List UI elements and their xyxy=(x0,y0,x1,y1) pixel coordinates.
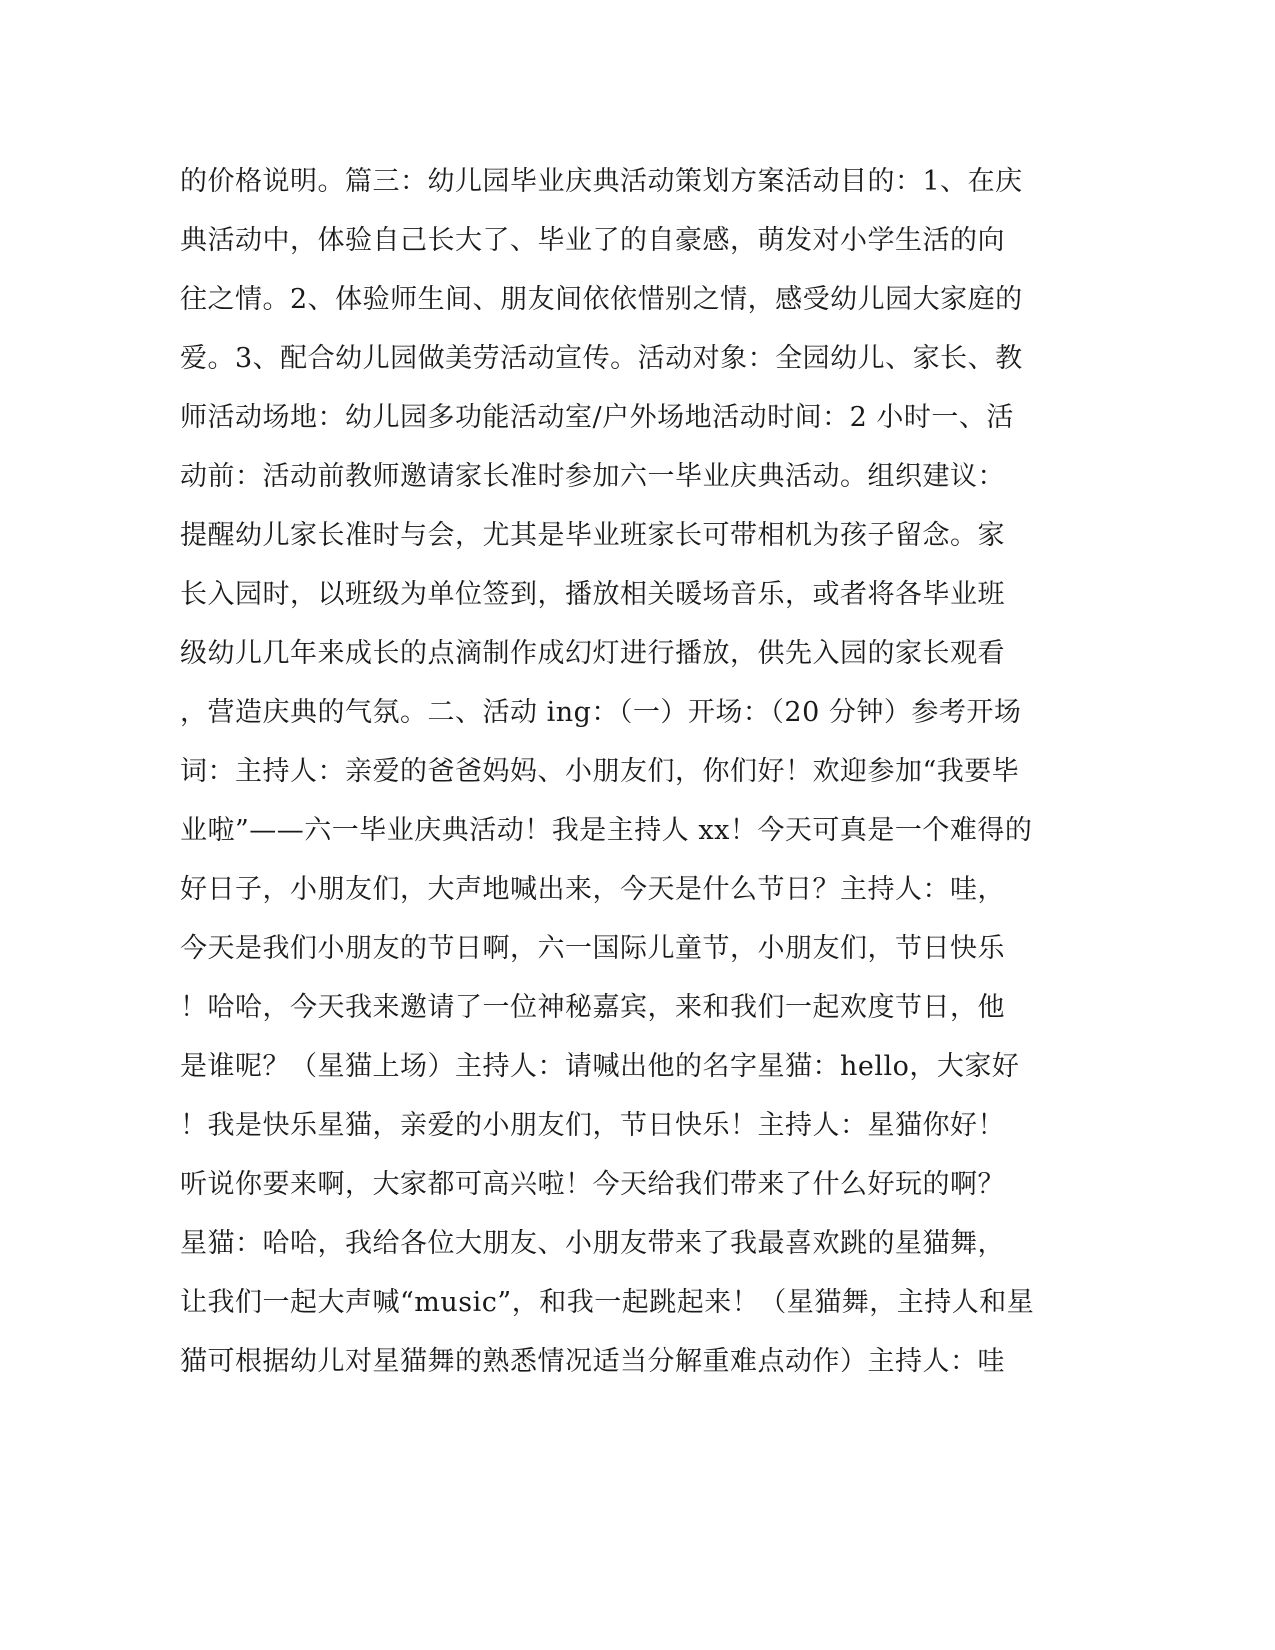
text-line: 爱。3、配合幼儿园做美劳活动宣传。活动对象：全园幼儿、家长、教 xyxy=(180,343,1023,374)
text-line: 业啦”——六一毕业庆典活动！我是主持人 xx！今天可真是一个难得的 xyxy=(180,815,1033,846)
text-line: 往之情。2、体验师生间、朋友间依依惜别之情，感受幼儿园大家庭的 xyxy=(180,284,1023,315)
text-line: ！哈哈，今天我来邀请了一位神秘嘉宾，来和我们一起欢度节日，他 xyxy=(180,992,1005,1023)
text-line: 的价格说明。篇三：幼儿园毕业庆典活动策划方案活动目的：1、在庆 xyxy=(180,166,1023,197)
text-line: 让我们一起大声喊“music”，和我一起跳起来！（星猫舞，主持人和星 xyxy=(180,1287,1035,1318)
body-text xyxy=(180,160,1060,1399)
text-line: ！我是快乐星猫，亲爱的小朋友们，节日快乐！主持人：星猫你好！ xyxy=(180,1110,1005,1141)
text-line: 师活动场地：幼儿园多功能活动室/户外场地活动时间：2 小时一、活 xyxy=(180,402,1014,433)
text-line: 是谁呢？（星猫上场）主持人：请喊出他的名字星猫：hello，大家好 xyxy=(180,1051,1020,1082)
text-line: ，营造庆典的气氛。二、活动 ing：（一）开场：（20 分钟）参考开场 xyxy=(180,697,1022,728)
text-line: 星猫：哈哈，我给各位大朋友、小朋友带来了我最喜欢跳的星猫舞， xyxy=(180,1228,1005,1259)
text-line: 级幼儿几年来成长的点滴制作成幻灯进行播放，供先入园的家长观看 xyxy=(180,638,1005,669)
text-line: 长入园时，以班级为单位签到，播放相关暖场音乐，或者将各毕业班 xyxy=(180,579,1005,610)
text-line: 典活动中，体验自己长大了、毕业了的自豪感，萌发对小学生活的向 xyxy=(180,225,1005,256)
text-line: 词：主持人：亲爱的爸爸妈妈、小朋友们，你们好！欢迎参加“我要毕 xyxy=(180,756,1020,787)
text-line: 猫可根据幼儿对星猫舞的熟悉情况适当分解重难点动作）主持人：哇 xyxy=(180,1346,1005,1377)
text-line: 好日子，小朋友们，大声地喊出来，今天是什么节日？主持人：哇， xyxy=(180,874,1005,905)
text-line: 今天是我们小朋友的节日啊，六一国际儿童节，小朋友们，节日快乐 xyxy=(180,933,1005,964)
text-line: 提醒幼儿家长准时与会，尤其是毕业班家长可带相机为孩子留念。家 xyxy=(180,520,1005,551)
text-line: 听说你要来啊，大家都可高兴啦！今天给我们带来了什么好玩的啊？ xyxy=(180,1169,1005,1200)
text-line: 动前：活动前教师邀请家长准时参加六一毕业庆典活动。组织建议： xyxy=(180,461,1005,492)
